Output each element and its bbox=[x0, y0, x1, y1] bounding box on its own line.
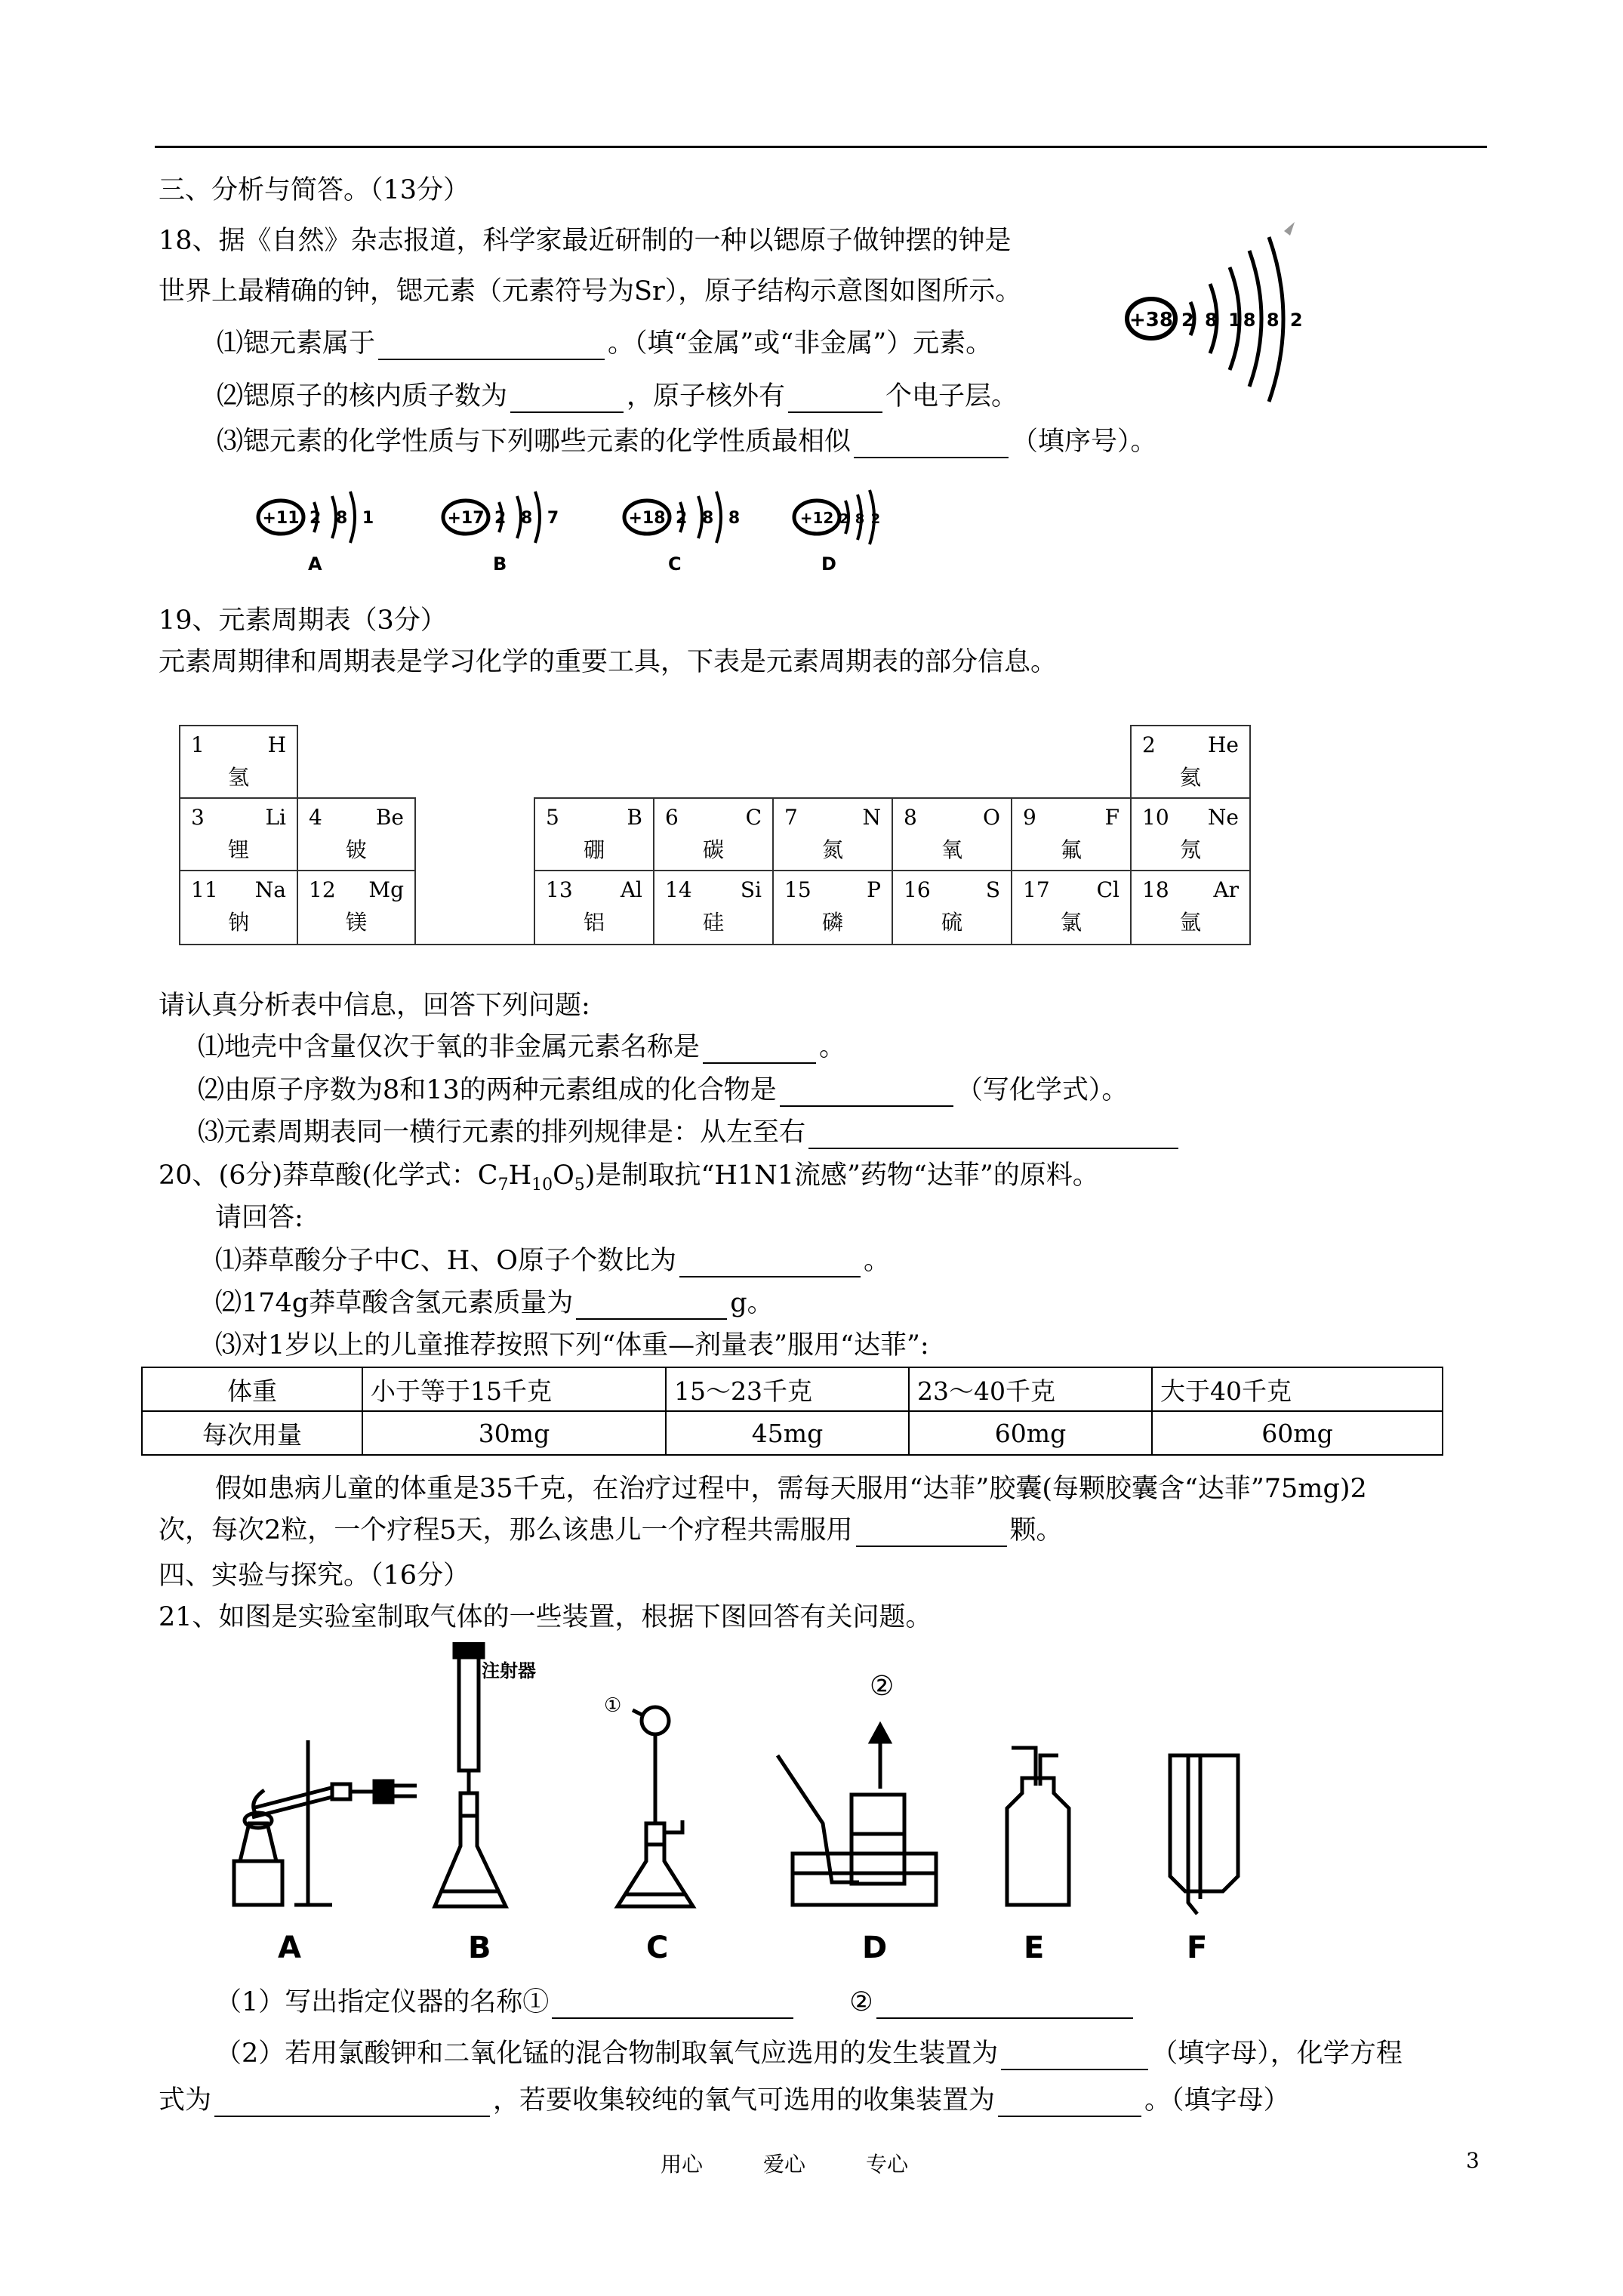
q19-p1-text: ⑴地壳中含量仅次于氧的非金属元素名称是 bbox=[198, 1032, 701, 1062]
syringe-label: 注射器 bbox=[482, 1660, 536, 1681]
answer-blank[interactable] bbox=[854, 431, 1009, 458]
element-cell: 14 Si 硅 bbox=[653, 870, 774, 945]
table-cell: 每次用量 bbox=[142, 1411, 362, 1455]
q19-p2-text: ⑵由原子序数为8和13的两种元素组成的化合物是 bbox=[198, 1075, 777, 1105]
q19-ask: 请认真分析表中信息，回答下列问题: bbox=[159, 991, 590, 1021]
option-a-letter: A bbox=[308, 553, 322, 575]
answer-blank[interactable] bbox=[378, 333, 605, 360]
option-d[interactable] bbox=[794, 490, 881, 575]
table-cell: 60mg bbox=[1152, 1411, 1443, 1455]
label-a: A bbox=[278, 1931, 301, 1965]
q19-part2 bbox=[198, 1074, 1128, 1107]
element-cell: 1 H 氢 bbox=[179, 725, 298, 799]
sr-shells: 2 8 18 8 2 bbox=[1181, 310, 1305, 331]
footer-motto-3: 专心 bbox=[866, 2152, 909, 2177]
element-cell: 11 Na 钠 bbox=[179, 870, 298, 945]
formula-h: H bbox=[508, 1160, 532, 1191]
header-rule bbox=[155, 146, 1487, 148]
element-cell: 17 Cl 氯 bbox=[1011, 870, 1132, 945]
q20-part2 bbox=[215, 1287, 774, 1320]
q21-intro: 21、如图是实验室制取气体的一些装置，根据下图回答有关问题。 bbox=[159, 1602, 932, 1632]
element-cell: 6 C 碳 bbox=[653, 797, 774, 871]
option-d-shells: 2 8 2 bbox=[839, 511, 882, 527]
apparatus-b bbox=[435, 1642, 506, 1906]
table-cell: 60mg bbox=[909, 1411, 1152, 1455]
option-b-nucleus: +17 bbox=[447, 509, 485, 528]
formula-sub: 10 bbox=[531, 1176, 553, 1194]
element-cell: 2 He 氦 bbox=[1130, 725, 1251, 799]
q20-para2-post: 颗。 bbox=[1009, 1515, 1063, 1546]
footer-motto bbox=[661, 2148, 908, 2178]
answer-blank[interactable] bbox=[856, 1520, 1007, 1547]
q18-p3-text: ⑶锶元素的化学性质与下列哪些元素的化学性质最相似 bbox=[217, 427, 852, 457]
q18-part3 bbox=[217, 425, 1157, 458]
option-c[interactable] bbox=[624, 492, 744, 575]
label-f: F bbox=[1187, 1931, 1208, 1965]
option-d-letter: D bbox=[821, 553, 836, 575]
element-cell: 12 Mg 镁 bbox=[297, 870, 416, 945]
label-d: D bbox=[862, 1931, 888, 1965]
dose-table bbox=[141, 1367, 1443, 1456]
option-a-shells: 2 8 1 bbox=[310, 509, 379, 528]
element-cell: 4 Be 铍 bbox=[297, 797, 416, 871]
q21-p2-text: （2）若用氯酸钾和二氧化锰的混合物制取氧气应选用的发生装置为 bbox=[215, 2039, 999, 2069]
formula-sub: 5 bbox=[574, 1176, 585, 1194]
q19-p1-post: 。 bbox=[819, 1032, 846, 1062]
section3-title: 三、分析与简答。（13分） bbox=[159, 175, 470, 205]
answer-blank[interactable] bbox=[703, 1037, 816, 1064]
q18-part1 bbox=[217, 327, 992, 360]
q20-para1: 假如患病儿童的体重是35千克，在治疗过程中，需每天服用“达菲”胶囊(每颗胶囊含“达菲”75mg)2 bbox=[215, 1474, 1367, 1504]
option-b[interactable] bbox=[443, 492, 563, 575]
q19-title: 19、元素周期表（3分） bbox=[159, 606, 447, 636]
q18-p2-text: ⑵锶原子的核内质子数为 bbox=[217, 381, 508, 411]
atom-options bbox=[249, 479, 913, 578]
table-cell: 小于等于15千克 bbox=[362, 1367, 666, 1411]
q20-part1 bbox=[215, 1244, 890, 1277]
table-cell: 大于40千克 bbox=[1152, 1367, 1443, 1411]
q21-p2b-post: 。（填字母） bbox=[1144, 2085, 1290, 2116]
q21-p2-post: （填字母），化学方程 bbox=[1151, 2039, 1403, 2069]
table-cell: 30mg bbox=[362, 1411, 666, 1455]
q20-para2 bbox=[159, 1514, 1063, 1547]
element-cell: 8 O 氧 bbox=[892, 797, 1012, 871]
answer-blank[interactable] bbox=[808, 1122, 1178, 1149]
q21-p2b-mid: ，若要收集较纯的氧气可选用的收集装置为 bbox=[493, 2085, 996, 2116]
apparatus-c bbox=[617, 1707, 693, 1906]
q19-part3 bbox=[198, 1116, 1181, 1149]
q21-part2 bbox=[215, 2037, 1403, 2070]
table-cell: 15～23千克 bbox=[666, 1367, 909, 1411]
table-gap-line bbox=[414, 944, 535, 945]
option-a-nucleus: +11 bbox=[262, 509, 300, 528]
q20-title-post: )是制取抗“H1N1流感”药物“达菲”的原料。 bbox=[584, 1160, 1099, 1191]
label-b: B bbox=[468, 1931, 491, 1965]
answer-blank[interactable] bbox=[788, 386, 882, 413]
answer-blank[interactable] bbox=[510, 386, 624, 413]
element-cell: 15 P 磷 bbox=[772, 870, 893, 945]
table-cell: 23～40千克 bbox=[909, 1367, 1152, 1411]
option-b-letter: B bbox=[493, 553, 507, 575]
answer-blank[interactable] bbox=[214, 2090, 490, 2117]
q20-ask: 请回答: bbox=[215, 1203, 303, 1233]
answer-blank[interactable] bbox=[679, 1250, 861, 1277]
apparatus-d bbox=[778, 1725, 936, 1905]
element-cell: 3 Li 锂 bbox=[179, 797, 298, 871]
q18-p1-hint: 。（填“金属”或“非金属”）元素。 bbox=[608, 328, 993, 359]
answer-blank[interactable] bbox=[780, 1080, 953, 1107]
q20-p2-text: ⑵174g莽草酸含氢元素质量为 bbox=[215, 1288, 574, 1318]
answer-blank[interactable] bbox=[1001, 2043, 1148, 2070]
q20-part3: ⑶对1岁以上的儿童推荐按照下列“体重—剂量表”服用“达菲”: bbox=[215, 1330, 929, 1361]
element-cell: 18 Ar 氩 bbox=[1130, 870, 1251, 945]
q18-line2: 世界上最精确的钟，锶元素（元素符号为Sr），原子结构示意图如图所示。 bbox=[159, 276, 1022, 307]
option-d-nucleus: +12 bbox=[799, 509, 834, 527]
sr-atom-diagram bbox=[1106, 220, 1310, 405]
label-e: E bbox=[1024, 1931, 1045, 1965]
element-cell: 7 N 氮 bbox=[772, 797, 893, 871]
formula-sub: 7 bbox=[497, 1176, 509, 1194]
q19-p3-text: ⑶元素周期表同一横行元素的排列规律是：从左至右 bbox=[198, 1117, 806, 1148]
footer-motto-1: 用心 bbox=[661, 2152, 704, 2177]
q20-title bbox=[159, 1159, 1099, 1202]
option-c-letter: C bbox=[668, 553, 682, 575]
option-a[interactable] bbox=[258, 492, 378, 575]
q18-p1-text: ⑴锶元素属于 bbox=[217, 328, 376, 359]
q21-p1-text: （1）写出指定仪器的名称① bbox=[215, 1987, 550, 2017]
q18-p2-mid: ，原子核外有 bbox=[627, 381, 786, 411]
q21-p2b-text: 式为 bbox=[159, 2085, 212, 2116]
answer-blank[interactable] bbox=[998, 2090, 1141, 2117]
q19-part1 bbox=[198, 1031, 845, 1064]
table-cell: 体重 bbox=[142, 1367, 362, 1411]
table-row bbox=[142, 1411, 1443, 1455]
answer-blank[interactable] bbox=[576, 1293, 727, 1320]
option-b-shells: 2 8 7 bbox=[494, 509, 564, 528]
q20-p2-post: g。 bbox=[730, 1288, 774, 1318]
answer-blank[interactable] bbox=[876, 1992, 1133, 2019]
option-c-shells: 2 8 8 bbox=[676, 509, 745, 528]
q19-p2-post: （写化学式）。 bbox=[956, 1075, 1129, 1105]
element-cell: 16 S 硫 bbox=[892, 870, 1012, 945]
q20-p1-text: ⑴莽草酸分子中C、H、O原子个数比为 bbox=[215, 1246, 676, 1276]
footer-motto-2: 爱心 bbox=[763, 2152, 806, 2177]
table-row bbox=[142, 1367, 1443, 1411]
formula-o: O bbox=[553, 1160, 574, 1191]
apparatus-diagram bbox=[219, 1642, 1276, 1974]
q18-part2 bbox=[217, 380, 1018, 413]
marker-2: ② bbox=[870, 1671, 895, 1702]
q20-para2-text: 次，每次2粒，一个疗程5天，那么该患儿一个疗程共需服用 bbox=[159, 1515, 853, 1546]
q19-intro: 元素周期律和周期表是学习化学的重要工具，下表是元素周期表的部分信息。 bbox=[159, 647, 1058, 677]
label-c: C bbox=[646, 1931, 669, 1965]
apparatus-a bbox=[234, 1740, 417, 1905]
q18-line1: 18、据《自然》杂志报道，科学家最近研制的一种以锶原子做钟摆的钟是 bbox=[159, 226, 1012, 256]
element-cell: 5 B 硼 bbox=[534, 797, 654, 871]
table-cell: 45mg bbox=[666, 1411, 909, 1455]
q21-p1-mid: ② bbox=[849, 1987, 873, 2017]
page-number: 3 bbox=[1466, 2148, 1480, 2173]
element-cell: 9 F 氟 bbox=[1011, 797, 1132, 871]
apparatus-f bbox=[1170, 1755, 1238, 1914]
apparatus-e bbox=[1007, 1748, 1069, 1905]
sr-nucleus: +38 bbox=[1129, 309, 1173, 331]
q20-p1-post: 。 bbox=[864, 1246, 891, 1276]
element-cell: 10 Ne 氖 bbox=[1130, 797, 1251, 871]
q20-title-pre: 20、(6分)莽草酸(化学式：C bbox=[159, 1160, 498, 1191]
periodic-table bbox=[179, 725, 1251, 946]
q18-p3-post: （填序号）。 bbox=[1012, 427, 1157, 457]
section4-title: 四、实验与探究。（16分） bbox=[159, 1561, 470, 1591]
q21-part2b bbox=[159, 2084, 1290, 2117]
q21-part1 bbox=[215, 1986, 1136, 2019]
q18-p2-post: 个电子层。 bbox=[885, 381, 1018, 411]
answer-blank[interactable] bbox=[552, 1992, 793, 2019]
element-cell: 13 Al 铝 bbox=[534, 870, 654, 945]
marker-1: ① bbox=[604, 1694, 622, 1717]
option-c-nucleus: +18 bbox=[628, 509, 666, 528]
